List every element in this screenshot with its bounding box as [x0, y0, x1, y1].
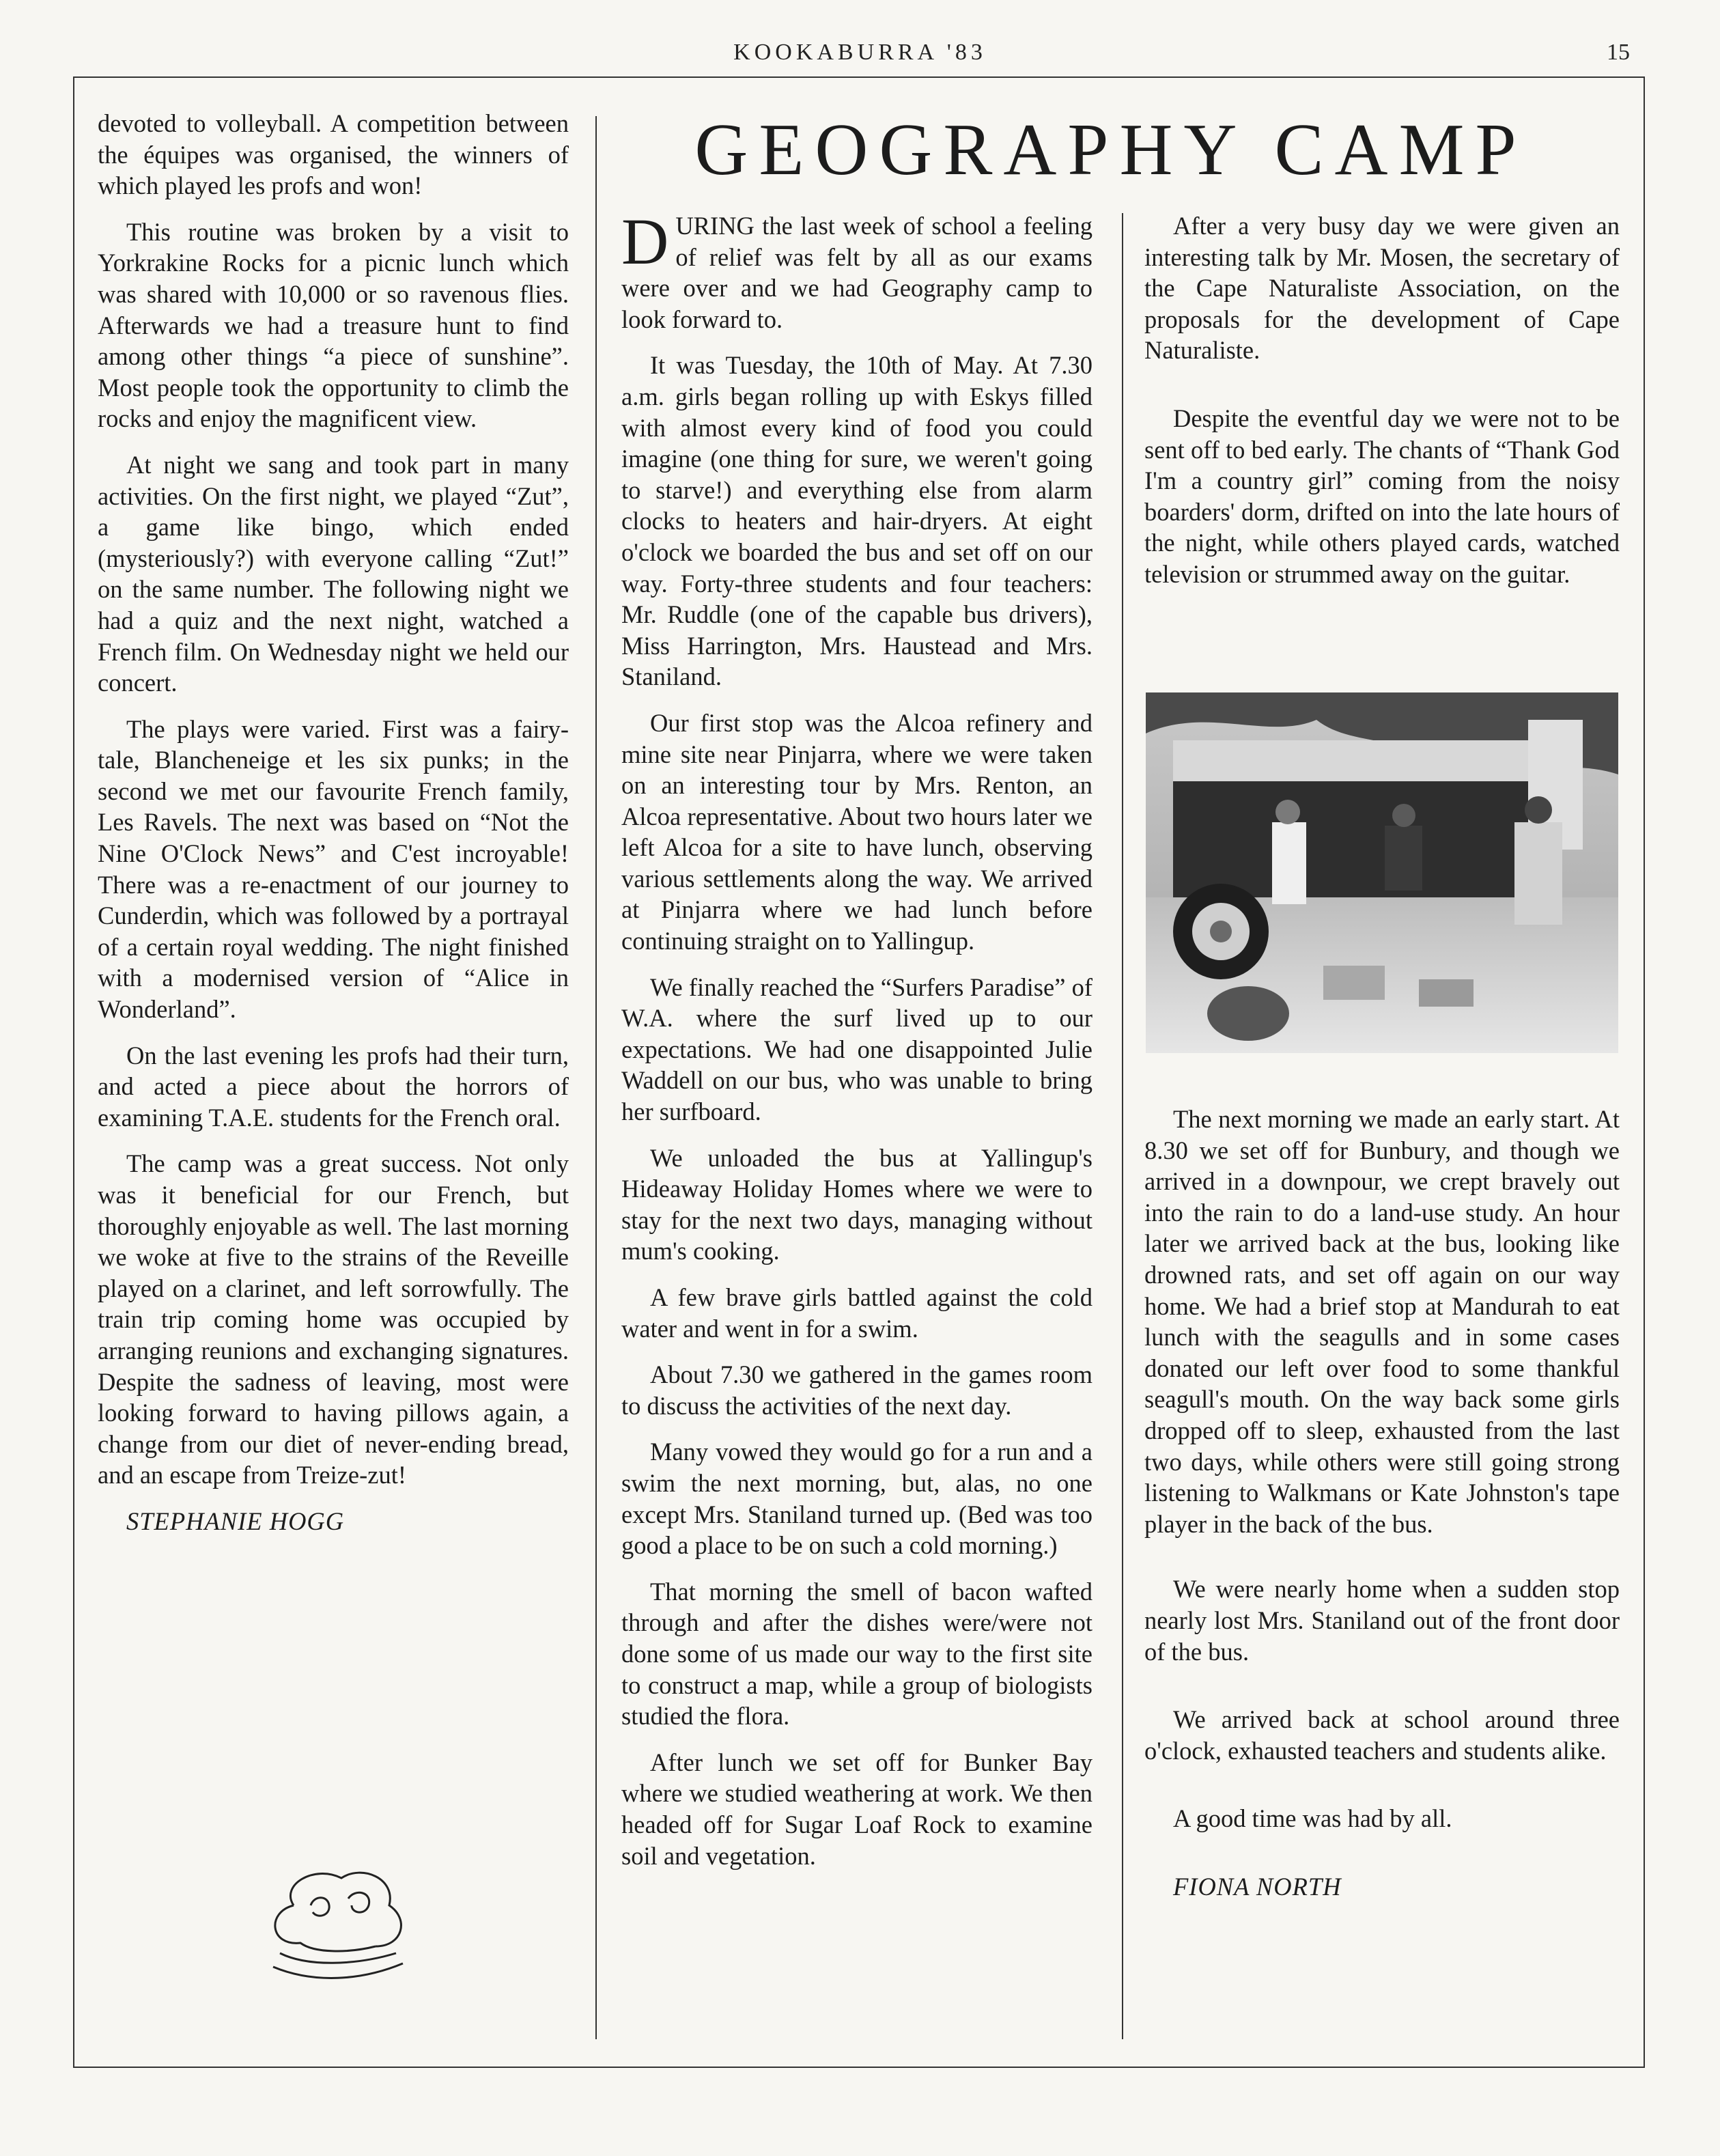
- paragraph: We arrived back at school around three o'clock, exhausted teachers and students alike.: [1144, 1705, 1620, 1765]
- byline: STEPHANIE HOGG: [126, 1507, 345, 1535]
- lead-paragraph-text: URING the last week of school a feeling of relief was felt by all as our exams were over and we had Geography camp to look forward to.: [621, 212, 1092, 333]
- paragraph: The next morning we made an early start. At 8.30 we set off for Bunbury, and though we arrived in a downpour, we crept bravely out into the rain to do a land-use study. An hour later we arrived back at the bus, looking like drowned rats, and set off again on our way home. We had a brief stop at Mandurah to eat lunch with the seagulls and in some cases donated our left over food to some thankful seagull's mouth. On the way back some girls dropped off to sleep, exhausted from the last two days, while others were still going strong listening to Walkmans or Kate Johnston's tape player in the back of the bus.: [1144, 1105, 1620, 1538]
- running-head: KOOKABURRA '83: [733, 40, 987, 65]
- right-column-bottom: [1144, 1104, 1620, 1917]
- paragraph: It was Tuesday, the 10th of May. At 7.30 a.m. girls began rolling up with Eskys filled with almost every kind of food you could imagine (one thing for sure, we weren't going to starve!) and everything else from alarm clocks to heaters and hair-dryers. At eight o'clock we boarded the bus and set off on our way. Forty-three students and four teachers: Mr. Ruddle (one of the capable bus drivers), Miss Harrington, Mrs. Haustead and Mrs. Staniland.: [621, 351, 1092, 691]
- photo-illustration: [1146, 692, 1618, 1053]
- paragraph: We finally reached the “Surfers Paradise” of W.A. where the surf lived up to our expectations. We had one disappointed Julie Waddell on our bus, who was unable to bring her surfboard.: [621, 972, 1092, 1126]
- paragraph: We were nearly home when a sudden stop nearly lost Mrs. Staniland out of the front door of the bus.: [1144, 1575, 1620, 1666]
- paragraph: After lunch we set off for Bunker Bay where we studied weathering at work. We then headed off for Sugar Loaf Rock to examine soil and vegetation.: [621, 1748, 1092, 1870]
- paragraph: We unloaded the bus at Yallingup's Hideaway Holiday Homes where we were to stay for the next two days, managing without mum's cooking.: [621, 1143, 1092, 1265]
- article-title: GEOGRAPHY CAMP: [694, 109, 1527, 191]
- left-column: [98, 108, 569, 1552]
- paragraph: This routine was broken by a visit to Yorkrakine Rocks for a picnic lunch which was shared with 10,000 or so ravenous flies. Afterwards we had a treasure hunt to find among other things “a piece of sunshine”. Most people took the opportunity to climb the rocks and enjoy the magnificent view.: [98, 217, 569, 433]
- column-divider-right: [1122, 213, 1123, 2039]
- decorative-flourish-icon: [253, 1858, 417, 1994]
- right-column-top: [1144, 210, 1620, 605]
- lead-paragraph: [621, 205, 1092, 335]
- paragraph: After a very busy day we were given an interesting talk by Mr. Mosen, the secretary of the Cape Naturaliste Association, on the proposals for the development of Cape Naturaliste.: [1144, 212, 1620, 365]
- paragraph: On the last evening les profs had their turn, and acted a piece about the horrors of examining T.A.E. students for the French oral.: [98, 1041, 569, 1132]
- paragraph: Our first stop was the Alcoa refinery and mine site near Pinjarra, where we were taken on an interesting tour by Mrs. Renton, an Alcoa representative. About two hours later we left Alcoa for a site to have lunch, observing various settlements along the way. We arrived at Pinjarra where we had lunch before continuing straight on to Yallingup.: [621, 708, 1092, 955]
- paragraph: devoted to volleyball. A competition between the équipes was organised, the winners of which played les profs and won!: [98, 109, 569, 200]
- middle-column: [621, 205, 1092, 1886]
- paragraph: The plays were varied. First was a fairy-tale, Blancheneige et les six punks; in the second we met our favourite French family, Les Ravels. The next was based on “Not the Nine O'Clock News” and C'est incroyable! There was a re-enactment of our journey to Cunderdin, which was followed by a portrayal of a certain royal wedding. The night finished with a modernised version of “Alice in Wonderland”.: [98, 714, 569, 1024]
- paragraph: Many vowed they would go for a run and a swim the next morning, but, alas, no one except Mrs. Staniland turned up. (Bed was too good a place to be on such a cold morning.): [621, 1438, 1092, 1560]
- paragraph: A few brave girls battled against the cold water and went in for a swim.: [621, 1283, 1092, 1343]
- bus-photo: [1146, 692, 1618, 1053]
- paragraph: A good time was had by all.: [1173, 1804, 1452, 1833]
- paragraph: Despite the eventful day we were not to be sent off to bed early. The chants of “Thank God I'm a country girl” coming from the noisy boarders' dorm, drifted on into the late hours of the night, while others played cards, watched television or strummed away on the guitar.: [1144, 404, 1620, 588]
- byline: FIONA NORTH: [1173, 1872, 1342, 1901]
- paragraph: About 7.30 we gathered in the games room to discuss the activities of the next day.: [621, 1360, 1092, 1420]
- paragraph: At night we sang and took part in many activities. On the first night, we played “Zut”, a game like bingo, which ended (mysteriously?) with everyone calling “Zut!” on the same number. The following night we had a quiz and the next night, watched a French film. On Wednesday night we held our concert.: [98, 450, 569, 697]
- page-number: 15: [1607, 40, 1630, 65]
- column-divider-left: [595, 116, 597, 2039]
- paragraph: That morning the smell of bacon wafted through and after the dishes were/were not done some of us made our way to the first site to construct a map, while a group of biologists studied the flora.: [621, 1577, 1092, 1731]
- drop-cap: D: [621, 205, 669, 278]
- paragraph: The camp was a great success. Not only was it beneficial for our French, but thoroughly enjoyable as well. The last morning we woke at five to the strains of the Reveille played on a clarinet, and left sorrowfully. The train trip coming home was occupied by arranging reunions and exchanging signatures. Despite the sadness of leaving, most were looking forward to having pillows again, a change from our diet of never-ending bread, and an escape from Treize-zut!: [98, 1149, 569, 1489]
